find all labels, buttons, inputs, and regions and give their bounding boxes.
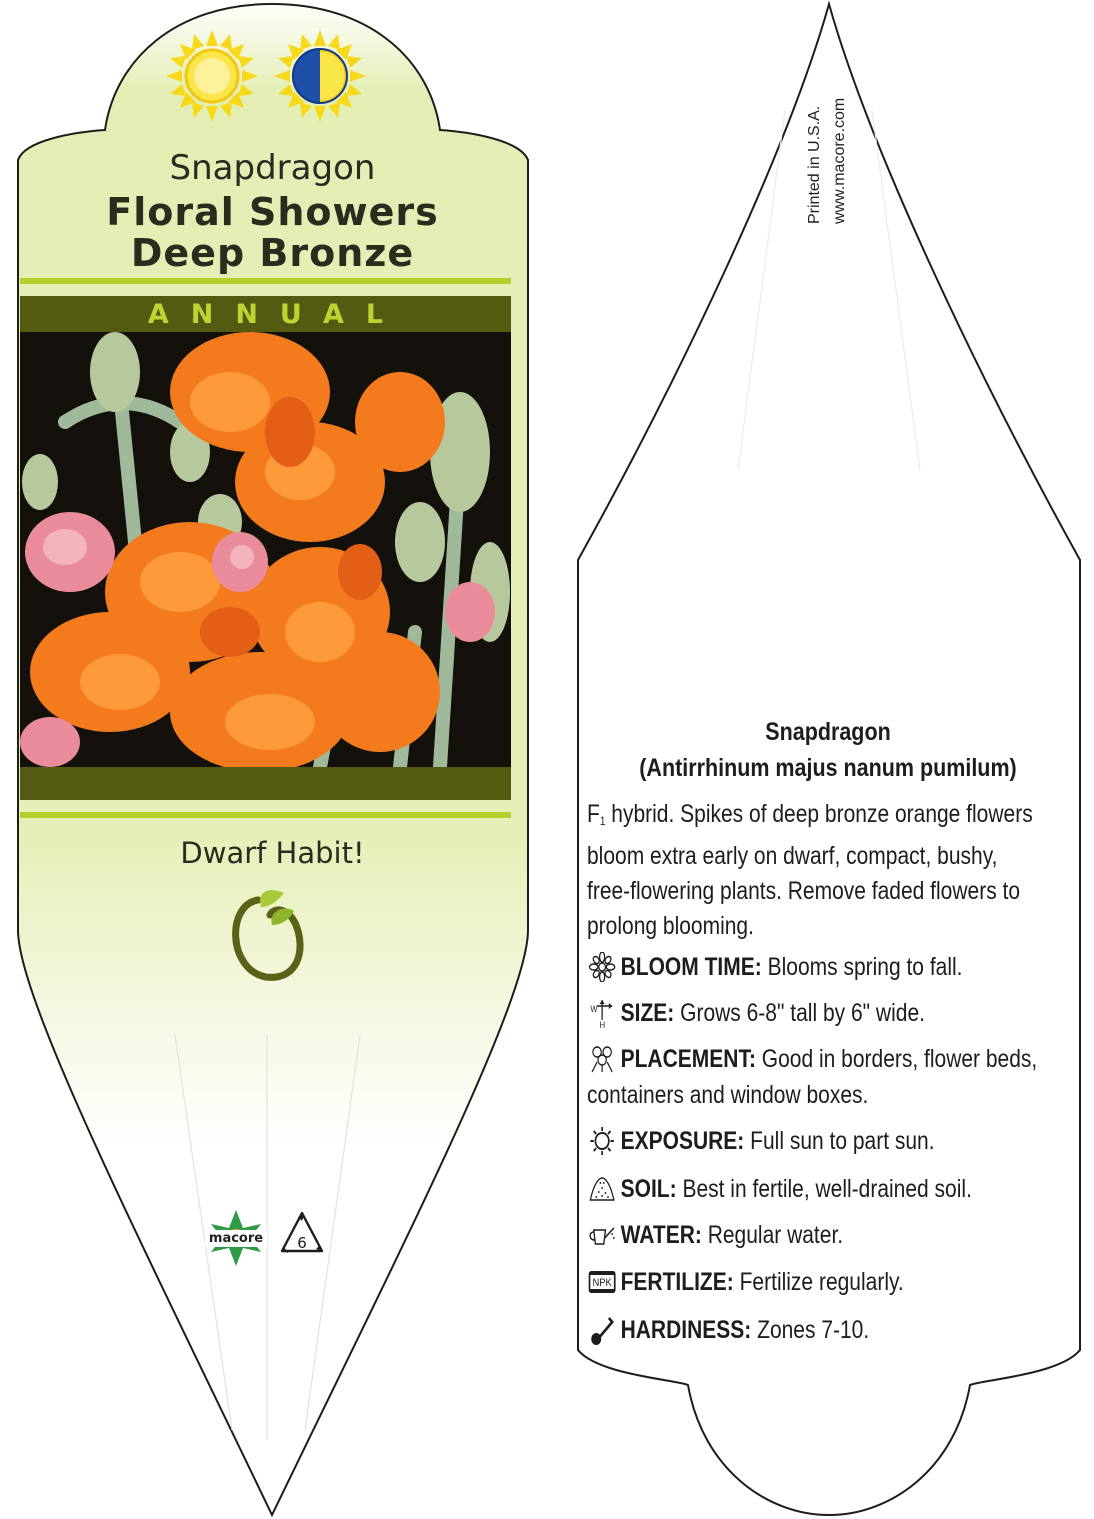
detail-value: Grows 6-8" tall by 6" wide.	[680, 999, 925, 1027]
size-icon-h: H	[599, 1019, 606, 1028]
detail-placement-line2: containers and window boxes.	[587, 1081, 869, 1109]
variety-name-line2: Deep Bronze	[130, 231, 415, 275]
recycle-code: 6	[297, 1234, 307, 1252]
detail-label: HARDINESS:	[620, 1316, 752, 1344]
description-text: hybrid. Spikes of deep bronze orange flowers bloom extra early on dwarf, compact, bushy, free-flowering plants. Remove faded flowers to prolong blooming.	[587, 800, 1033, 940]
detail-bloom-time	[587, 950, 1024, 985]
detail-label: SIZE:	[620, 999, 675, 1027]
detail-label: EXPOSURE:	[620, 1127, 745, 1155]
f1-subscript: 1	[599, 814, 606, 828]
brand-logos	[0, 0, 545, 1300]
sun-outline-icon	[587, 1126, 617, 1156]
soil-icon	[587, 1174, 617, 1204]
detail-value: Zones 7-10.	[757, 1316, 870, 1344]
placement-icon	[587, 1044, 617, 1074]
detail-label: BLOOM TIME:	[620, 953, 762, 981]
detail-value: Best in fertile, well-drained soil.	[682, 1175, 972, 1203]
botanical-name: (Antirrhinum majus nanum pumilum)	[639, 754, 1017, 782]
detail-placement	[587, 1042, 1038, 1077]
detail-label: FERTILIZE:	[620, 1268, 734, 1296]
detail-label: WATER:	[620, 1221, 702, 1249]
variety-name-line1: Floral Showers	[106, 190, 439, 234]
detail-hardiness	[587, 1313, 1024, 1348]
detail-exposure	[587, 1124, 1024, 1159]
detail-value: Regular water.	[707, 1221, 844, 1249]
thermometer-icon	[587, 1315, 617, 1345]
f1-prefix: F	[587, 800, 600, 828]
tagline: Dwarf Habit!	[180, 836, 365, 870]
detail-value: Fertilize regularly.	[739, 1268, 904, 1296]
brand-name: macore	[205, 1230, 267, 1247]
detail-fertilize	[587, 1265, 1024, 1300]
back-common-name: Snapdragon	[765, 718, 891, 746]
detail-label: PLACEMENT:	[620, 1045, 756, 1073]
detail-value: Full sun to part sun.	[750, 1127, 935, 1155]
detail-size	[587, 996, 1024, 1031]
detail-value: Good in borders, flower beds,	[761, 1045, 1038, 1073]
front-common-name: Snapdragon	[169, 148, 376, 188]
detail-soil	[587, 1172, 1024, 1207]
npk-icon-text: NPK	[592, 1277, 612, 1290]
detail-label: SOIL:	[620, 1175, 677, 1203]
plant-description	[587, 797, 1041, 944]
detail-water	[587, 1218, 1024, 1253]
printed-in: Printed in U.S.A.	[806, 105, 823, 224]
flower-icon	[587, 952, 617, 982]
watering-can-icon	[587, 1220, 617, 1250]
website: www.macore.com	[831, 97, 848, 224]
plant-type-label: ANNUAL	[147, 299, 406, 330]
npk-icon	[587, 1267, 617, 1297]
size-icon-w: W	[590, 1003, 598, 1015]
size-icon	[587, 998, 617, 1028]
detail-value: Blooms spring to fall.	[767, 953, 963, 981]
